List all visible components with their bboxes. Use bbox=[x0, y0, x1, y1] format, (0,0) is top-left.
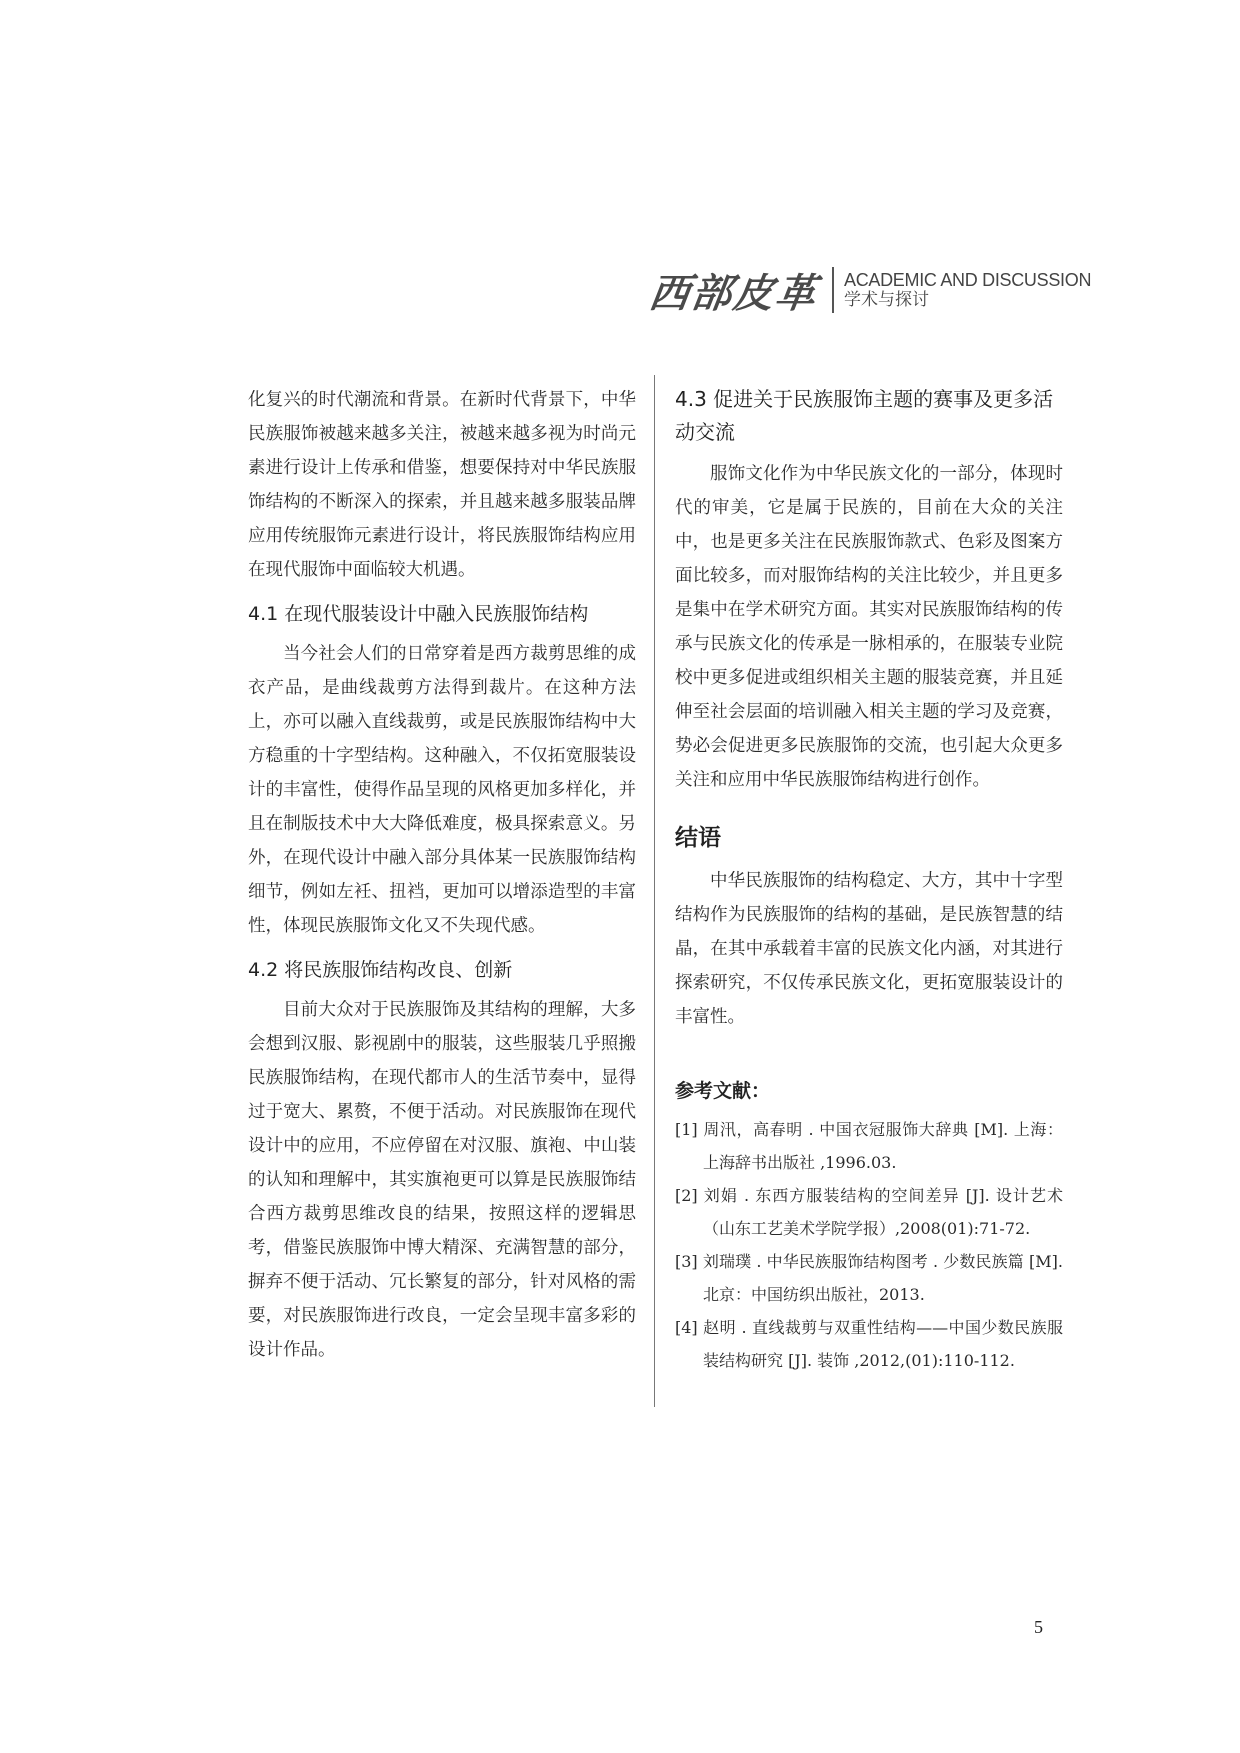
section-4-3-heading: 4.3 促进关于民族服饰主题的赛事及更多活动交流 bbox=[675, 387, 1054, 444]
page-number: 5 bbox=[1034, 1617, 1043, 1637]
reference-item: [2] 刘娟 . 东西方服装结构的空间差异 [J]. 设计艺术（山东工艺美术学院学报）,2008(01):71-72. bbox=[675, 1186, 1063, 1238]
intro-paragraph: 化复兴的时代潮流和背景。在新时代背景下，中华民族服饰被越来越多关注，被越来越多视为时尚元素进行设计上传承和借鉴，想要保持对中华民族服饰结构的不断深入的探索，并且越来越多服装品牌应用传统服饰元素进行设计，将民族服饰结构应用在现代服饰中面临较大机遇。 bbox=[248, 390, 636, 580]
conclusion-paragraph: 中华民族服饰的结构稳定、大方，其中十字型结构作为民族服饰的结构的基础，是民族智慧的结晶，在其中承载着丰富的民族文化内涵，对其进行探索研究，不仅传承民族文化，更拓宽服装设计的丰富性。 bbox=[675, 871, 1063, 1027]
column-divider bbox=[654, 375, 655, 1407]
section-4-1-paragraph: 当今社会人们的日常穿着是西方裁剪思维的成衣产品，是曲线裁剪方法得到裁片。在这种方法上，亦可以融入直线裁剪，或是民族服饰结构中大方稳重的十字型结构。这种融入，不仅拓宽服装设计的丰富性，使得作品呈现的风格更加多样化，并且在制版技术中大大降低难度，极具探索意义。另外，在现代设计中融入部分具体某一民族服饰结构细节，例如左衽、扭裆，更加可以增添造型的丰富性，体现民族服饰文化又不失现代感。 bbox=[248, 644, 636, 936]
right-column bbox=[675, 383, 1063, 1377]
section-4-2-heading: 4.2 将民族服饰结构改良、创新 bbox=[248, 959, 513, 981]
journal-logo: 西部皮革 bbox=[646, 269, 821, 317]
section-4-2-paragraph: 目前大众对于民族服饰及其结构的理解，大多会想到汉服、影视剧中的服装，这些服装几乎照搬民族服饰结构，在现代都市人的生活节奏中，显得过于宽大、累赘，不便于活动。对民族服饰在现代设计中的应用，不应停留在对汉服、旗袍、中山装的认知和理解中，其实旗袍更可以算是民族服饰结合西方裁剪思维改良的结果，按照这样的逻辑思考，借鉴民族服饰中博大精深、充满智慧的部分，摒弃不便于活动、冗长繁复的部分，针对风格的需要，对民族服饰进行改良，一定会呈现丰富多彩的设计作品。 bbox=[248, 1000, 636, 1360]
left-column bbox=[248, 383, 636, 1367]
references-heading: 参考文献： bbox=[675, 1080, 771, 1102]
reference-item: [3] 刘瑞璞 . 中华民族服饰结构图考 . 少数民族篇 [M]. 北京：中国纺织出版社，2013. bbox=[675, 1252, 1063, 1304]
header-section-label bbox=[844, 270, 1091, 310]
section-4-3-paragraph: 服饰文化作为中华民族文化的一部分，体现时代的审美，它是属于民族的，目前在大众的关注中，也是更多关注在民族服饰款式、色彩及图案方面比较多，而对服饰结构的关注比较少，并且更多是集中在学术研究方面。其实对民族服饰结构的传承与民族文化的传承是一脉相承的，在服装专业院校中更多促进或组织相关主题的服装竞赛，并且延伸至社会层面的培训融入相关主题的学习及竞赛，势必会促进更多民族服饰的交流，也引起大众更多关注和应用中华民族服饰结构进行创作。 bbox=[675, 464, 1063, 790]
reference-item: [1] 周汛，高春明 . 中国衣冠服饰大辞典 [M]. 上海：上海辞书出版社 ,1996.03. bbox=[675, 1120, 1063, 1172]
section-4-1-heading: 4.1 在现代服装设计中融入民族服饰结构 bbox=[248, 603, 589, 625]
conclusion-heading: 结语 bbox=[675, 825, 721, 851]
header-divider bbox=[832, 267, 834, 313]
section-label-chinese: 学术与探讨 bbox=[844, 289, 929, 310]
section-label-english: ACADEMIC AND DISCUSSION bbox=[844, 269, 1092, 290]
reference-item: [4] 赵明 . 直线裁剪与双重性结构——中国少数民族服装结构研究 [J]. 装饰 ,2012,(01):110-112. bbox=[675, 1318, 1063, 1370]
journal-header bbox=[646, 262, 1092, 318]
